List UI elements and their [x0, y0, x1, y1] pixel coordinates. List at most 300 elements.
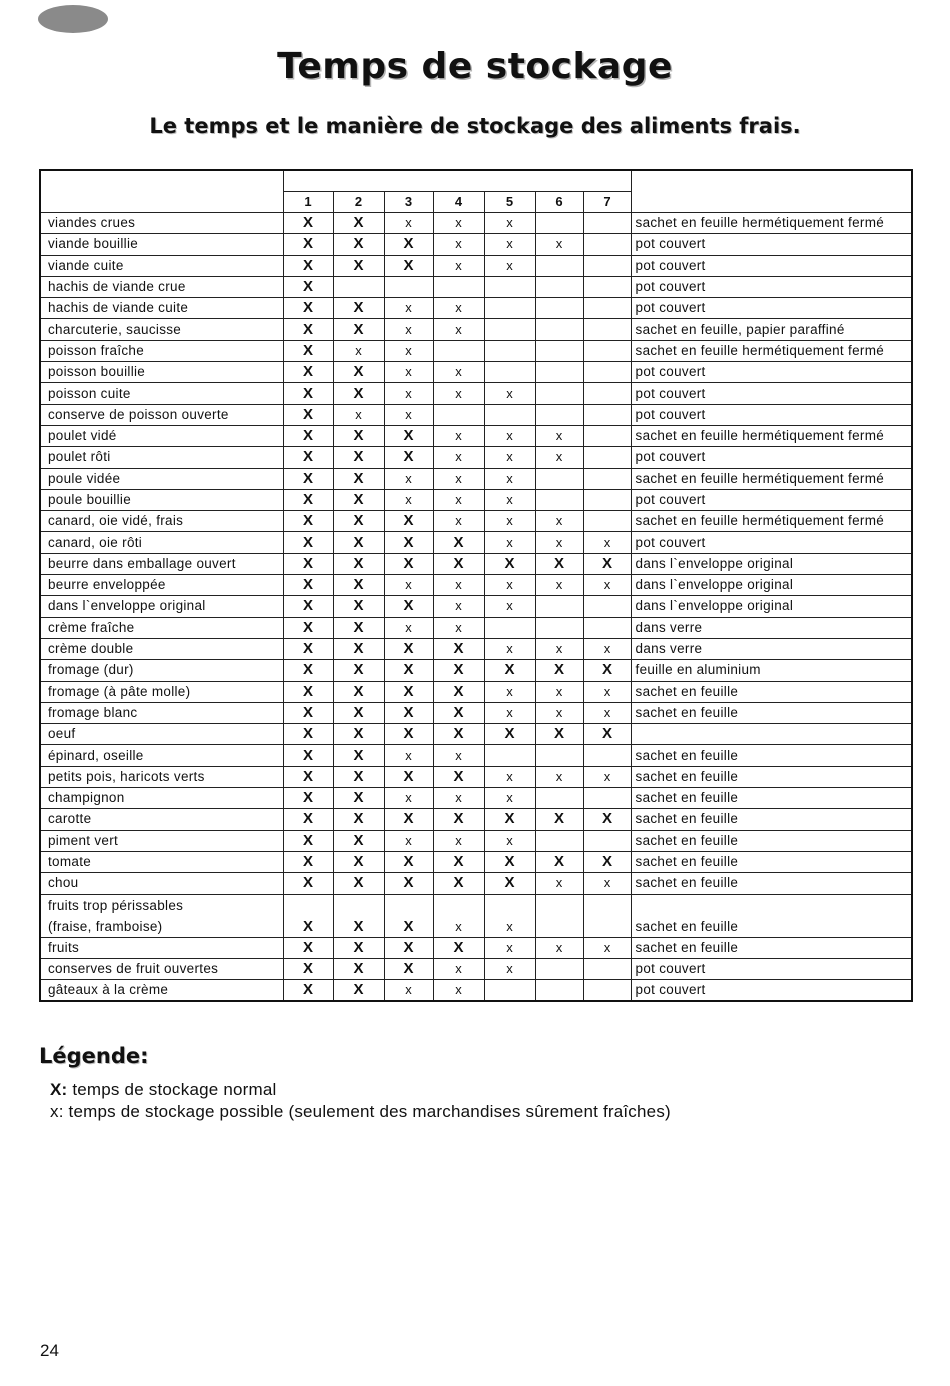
storage-mark: x	[506, 492, 513, 507]
table-row	[40, 425, 912, 446]
storage-mark: x	[555, 704, 563, 720]
mark-cell-col-6	[535, 489, 583, 510]
storage-mark: x	[455, 470, 462, 486]
mark-cell-col-2	[333, 617, 384, 638]
storage-mark: x	[405, 342, 412, 358]
mark-cell-col-3	[384, 532, 433, 553]
mark-cell-col-1	[283, 362, 333, 383]
storage-mark: x	[455, 918, 462, 934]
food-cell: poule bouillie	[40, 489, 283, 510]
column-header-7: 7	[583, 192, 631, 213]
storage-mark: X	[403, 427, 414, 445]
storage-mark: X	[302, 214, 313, 232]
storage-mark: X	[403, 917, 414, 935]
mark-cell-col-1	[283, 468, 333, 489]
storage-mark: x	[555, 236, 563, 252]
storage-mark: x	[555, 577, 563, 593]
mark-cell-col-3	[384, 830, 433, 851]
storage-method-cell: sachet en feuille hermétiquement fermé	[631, 468, 912, 489]
mark-cell-col-5	[484, 873, 535, 894]
storage-mark: X	[602, 853, 613, 871]
mark-cell-col-5	[484, 234, 535, 255]
storage-mark: x	[455, 577, 462, 593]
table-row	[40, 298, 912, 319]
storage-mark: X	[453, 725, 464, 743]
mark-cell-col-4	[433, 638, 484, 659]
storage-table	[39, 169, 913, 1002]
mark-cell-col-6	[535, 745, 583, 766]
storage-mark: x	[506, 832, 513, 848]
storage-mark: X	[302, 618, 313, 636]
storage-mark: x	[405, 215, 412, 231]
food-cell: conserves de fruit ouvertes	[40, 958, 283, 979]
mark-cell-col-1	[283, 596, 333, 617]
storage-mark: X	[302, 363, 313, 381]
storage-mark: X	[403, 448, 414, 466]
mark-cell-col-5	[484, 553, 535, 574]
storage-method-cell: sachet en feuille	[631, 681, 912, 702]
mark-cell-col-3	[384, 468, 433, 489]
food-cell: fruits	[40, 937, 283, 958]
mark-cell-col-3	[384, 298, 433, 319]
food-cell: poisson bouillie	[40, 362, 283, 383]
mark-cell-col-1	[283, 553, 333, 574]
mark-cell-col-2	[333, 276, 384, 297]
mark-cell-col-7	[583, 894, 631, 937]
table-row	[40, 894, 912, 937]
storage-method-cell: sachet en feuille hermétiquement fermé	[631, 213, 912, 234]
table-row	[40, 702, 912, 723]
storage-mark: X	[302, 576, 313, 594]
mark-cell-col-1	[283, 383, 333, 404]
mark-cell-col-4	[433, 596, 484, 617]
column-header-1: 1	[283, 192, 333, 213]
food-cell: fromage blanc	[40, 702, 283, 723]
mark-cell-col-4	[433, 660, 484, 681]
mark-cell-col-2	[333, 553, 384, 574]
mark-cell-col-2	[333, 383, 384, 404]
mark-cell-col-7	[583, 681, 631, 702]
column-header-5: 5	[484, 192, 535, 213]
header-method-cell	[631, 170, 912, 213]
mark-cell-col-7	[583, 468, 631, 489]
storage-mark: x	[506, 918, 513, 934]
storage-mark: X	[353, 789, 364, 807]
storage-mark: x	[555, 428, 563, 444]
mark-cell-col-7	[583, 447, 631, 468]
table-row	[40, 660, 912, 681]
mark-cell-col-3	[384, 383, 433, 404]
storage-mark: X	[353, 682, 364, 700]
mark-cell-col-6	[535, 383, 583, 404]
mark-cell-col-4	[433, 447, 484, 468]
mark-cell-col-5	[484, 213, 535, 234]
storage-mark: X	[302, 278, 313, 296]
food-cell: épinard, oseille	[40, 745, 283, 766]
table-row	[40, 575, 912, 596]
storage-mark: X	[504, 810, 515, 828]
storage-mark: X	[353, 981, 364, 999]
food-cell: canard, oie rôti	[40, 532, 283, 553]
storage-mark: X	[302, 661, 313, 679]
storage-method-cell: sachet en feuille	[631, 873, 912, 894]
storage-method-cell: sachet en feuille hermétiquement fermé	[631, 340, 912, 361]
storage-mark: X	[602, 661, 613, 679]
mark-cell-col-5	[484, 298, 535, 319]
legend-normal-symbol: X:	[50, 1080, 68, 1099]
storage-mark: x	[405, 406, 412, 422]
storage-mark: X	[403, 959, 414, 977]
storage-method-cell: dans l`enveloppe original	[631, 575, 912, 596]
mark-cell-col-5	[484, 362, 535, 383]
storage-mark: X	[453, 853, 464, 871]
mark-cell-col-1	[283, 894, 333, 937]
storage-mark: x	[506, 641, 513, 657]
mark-cell-col-7	[583, 660, 631, 681]
mark-cell-col-2	[333, 489, 384, 510]
mark-cell-col-1	[283, 340, 333, 361]
mark-cell-col-7	[583, 340, 631, 361]
mark-cell-col-4	[433, 788, 484, 809]
mark-cell-col-7	[583, 745, 631, 766]
storage-mark: X	[353, 874, 364, 892]
mark-cell-col-7	[583, 788, 631, 809]
storage-mark: X	[353, 767, 364, 785]
mark-cell-col-7	[583, 766, 631, 787]
mark-cell-col-7	[583, 958, 631, 979]
storage-method-cell: dans verre	[631, 617, 912, 638]
food-cell: poulet vidé	[40, 425, 283, 446]
storage-method-cell: dans verre	[631, 638, 912, 659]
mark-cell-col-6	[535, 958, 583, 979]
mark-cell-col-5	[484, 745, 535, 766]
table-row	[40, 319, 912, 340]
mark-cell-col-3	[384, 575, 433, 596]
storage-mark: X	[302, 917, 313, 935]
mark-cell-col-2	[333, 980, 384, 1002]
table-row	[40, 937, 912, 958]
table-row	[40, 958, 912, 979]
mark-cell-col-2	[333, 958, 384, 979]
storage-mark: x	[603, 641, 611, 657]
storage-mark: x	[455, 236, 462, 252]
storage-mark: x	[555, 449, 563, 465]
storage-mark: X	[302, 405, 313, 423]
storage-mark: X	[302, 235, 313, 253]
storage-mark: X	[403, 554, 414, 572]
mark-cell-col-1	[283, 511, 333, 532]
mark-cell-col-2	[333, 788, 384, 809]
mark-cell-col-5	[484, 937, 535, 958]
food-cell: fromage (à pâte molle)	[40, 681, 283, 702]
storage-mark: x	[455, 960, 462, 976]
storage-mark: x	[455, 492, 462, 507]
mark-cell-col-5	[484, 383, 535, 404]
storage-method-cell: dans l`enveloppe original	[631, 553, 912, 574]
storage-mark: X	[302, 256, 313, 274]
storage-mark: X	[453, 661, 464, 679]
mark-cell-col-3	[384, 234, 433, 255]
storage-mark: x	[405, 982, 412, 998]
mark-cell-col-6	[535, 809, 583, 830]
storage-mark: X	[403, 703, 414, 721]
food-cell: poulet rôti	[40, 447, 283, 468]
storage-mark: x	[506, 215, 513, 231]
storage-mark: x	[455, 257, 462, 273]
mark-cell-col-2	[333, 937, 384, 958]
storage-mark: X	[302, 299, 313, 317]
mark-cell-col-4	[433, 894, 484, 937]
storage-mark: X	[302, 384, 313, 402]
storage-mark: X	[353, 597, 364, 615]
mark-cell-col-7	[583, 255, 631, 276]
storage-method-cell: sachet en feuille	[631, 766, 912, 787]
mark-cell-col-1	[283, 873, 333, 894]
mark-cell-col-7	[583, 830, 631, 851]
mark-cell-col-6	[535, 851, 583, 872]
storage-mark: x	[405, 492, 412, 507]
mark-cell-col-5	[484, 255, 535, 276]
mark-cell-col-1	[283, 851, 333, 872]
storage-mark: X	[353, 810, 364, 828]
mark-cell-col-7	[583, 873, 631, 894]
column-header-2: 2	[333, 192, 384, 213]
storage-mark: X	[353, 661, 364, 679]
storage-mark: X	[403, 256, 414, 274]
mark-cell-col-7	[583, 298, 631, 319]
storage-mark: x	[603, 768, 611, 784]
storage-mark: x	[506, 449, 513, 465]
table-row	[40, 851, 912, 872]
storage-mark: x	[455, 364, 462, 380]
mark-cell-col-2	[333, 362, 384, 383]
storage-mark: X	[553, 725, 564, 743]
mark-cell-col-2	[333, 873, 384, 894]
mark-cell-col-7	[583, 809, 631, 830]
mark-cell-col-7	[583, 851, 631, 872]
mark-cell-col-5	[484, 681, 535, 702]
mark-cell-col-5	[484, 617, 535, 638]
storage-mark: X	[453, 767, 464, 785]
table-row	[40, 532, 912, 553]
storage-mark: x	[455, 385, 462, 401]
storage-mark: X	[403, 874, 414, 892]
mark-cell-col-2	[333, 660, 384, 681]
storage-mark: x	[555, 939, 563, 955]
mark-cell-col-7	[583, 383, 631, 404]
table-row	[40, 489, 912, 510]
storage-mark: x	[405, 619, 412, 635]
storage-mark: x	[405, 364, 412, 380]
storage-mark: x	[455, 513, 462, 529]
food-cell: canard, oie vidé, frais	[40, 511, 283, 532]
storage-mark: X	[403, 597, 414, 615]
mark-cell-col-4	[433, 809, 484, 830]
mark-cell-col-3	[384, 404, 433, 425]
mark-cell-col-5	[484, 511, 535, 532]
food-cell: poule vidée	[40, 468, 283, 489]
storage-mark: x	[405, 300, 412, 316]
table-row	[40, 830, 912, 851]
mark-cell-col-7	[583, 596, 631, 617]
mark-cell-col-1	[283, 276, 333, 297]
mark-cell-col-2	[333, 830, 384, 851]
mark-cell-col-6	[535, 298, 583, 319]
mark-cell-col-6	[535, 447, 583, 468]
storage-mark: X	[353, 427, 364, 445]
storage-mark: X	[353, 235, 364, 253]
food-cell: hachis de viande cuite	[40, 298, 283, 319]
mark-cell-col-6	[535, 362, 583, 383]
storage-method-cell: dans l`enveloppe original	[631, 596, 912, 617]
mark-cell-col-4	[433, 340, 484, 361]
storage-mark: x	[555, 534, 563, 550]
mark-cell-col-2	[333, 213, 384, 234]
table-row	[40, 340, 912, 361]
storage-mark: x	[506, 385, 513, 401]
table-row	[40, 638, 912, 659]
mark-cell-col-3	[384, 660, 433, 681]
table-row	[40, 276, 912, 297]
storage-method-cell: sachet en feuille	[631, 745, 912, 766]
legend-normal-text: temps de stockage normal	[67, 1080, 277, 1099]
storage-mark: X	[302, 512, 313, 530]
mark-cell-col-7	[583, 724, 631, 745]
mark-cell-col-1	[283, 766, 333, 787]
mark-cell-col-7	[583, 425, 631, 446]
storage-mark: X	[403, 533, 414, 551]
mark-cell-col-1	[283, 937, 333, 958]
mark-cell-col-6	[535, 980, 583, 1002]
storage-mark: X	[353, 959, 364, 977]
legend-possible-symbol: x:	[50, 1102, 64, 1121]
storage-mark: x	[455, 321, 462, 337]
food-cell: tomate	[40, 851, 283, 872]
mark-cell-col-1	[283, 745, 333, 766]
storage-mark: X	[353, 576, 364, 594]
storage-method-cell: sachet en feuille	[631, 894, 912, 937]
mark-cell-col-7	[583, 362, 631, 383]
mark-cell-col-7	[583, 617, 631, 638]
table-row	[40, 809, 912, 830]
legend-normal-line	[50, 1080, 277, 1100]
storage-mark: X	[353, 491, 364, 508]
mark-cell-col-5	[484, 894, 535, 937]
column-header-4: 4	[433, 192, 484, 213]
mark-cell-col-6	[535, 234, 583, 255]
mark-cell-col-2	[333, 425, 384, 446]
mark-cell-col-5	[484, 468, 535, 489]
storage-mark: X	[302, 938, 313, 956]
food-cell: poisson fraîche	[40, 340, 283, 361]
table-row	[40, 234, 912, 255]
storage-method-cell: feuille en aluminium	[631, 660, 912, 681]
storage-mark: X	[453, 682, 464, 700]
mark-cell-col-5	[484, 489, 535, 510]
mark-cell-col-7	[583, 489, 631, 510]
table-row	[40, 362, 912, 383]
storage-mark: x	[603, 577, 611, 593]
mark-cell-col-2	[333, 809, 384, 830]
mark-cell-col-3	[384, 617, 433, 638]
mark-cell-col-3	[384, 255, 433, 276]
mark-cell-col-4	[433, 851, 484, 872]
storage-method-cell: pot couvert	[631, 532, 912, 553]
mark-cell-col-5	[484, 830, 535, 851]
storage-mark: x	[405, 832, 412, 848]
mark-cell-col-4	[433, 234, 484, 255]
mark-cell-col-3	[384, 937, 433, 958]
storage-method-cell: sachet en feuille	[631, 937, 912, 958]
mark-cell-col-4	[433, 213, 484, 234]
storage-mark: x	[455, 982, 462, 998]
mark-cell-col-2	[333, 894, 384, 937]
storage-mark: X	[302, 703, 313, 721]
storage-mark: X	[403, 725, 414, 743]
storage-mark: X	[353, 448, 364, 466]
storage-mark: X	[353, 938, 364, 956]
mark-cell-col-5	[484, 425, 535, 446]
mark-cell-col-6	[535, 724, 583, 745]
mark-cell-col-6	[535, 404, 583, 425]
storage-mark: x	[555, 875, 563, 891]
storage-mark: X	[302, 533, 313, 551]
mark-cell-col-1	[283, 532, 333, 553]
header-food-cell	[40, 170, 283, 213]
table-row	[40, 724, 912, 745]
storage-mark: X	[353, 363, 364, 381]
food-label: fruits trop périssables	[48, 897, 184, 913]
mark-cell-col-4	[433, 425, 484, 446]
mark-cell-col-7	[583, 234, 631, 255]
mark-cell-col-6	[535, 276, 583, 297]
mark-cell-col-3	[384, 851, 433, 872]
storage-mark: x	[405, 790, 412, 806]
storage-mark: X	[453, 874, 464, 892]
mark-cell-col-3	[384, 425, 433, 446]
storage-mark: x	[555, 641, 563, 657]
mark-cell-col-1	[283, 809, 333, 830]
mark-cell-col-6	[535, 894, 583, 937]
mark-cell-col-7	[583, 702, 631, 723]
mark-cell-col-6	[535, 575, 583, 596]
food-cell: viande bouillie	[40, 234, 283, 255]
mark-cell-col-1	[283, 980, 333, 1002]
food-cell: poisson cuite	[40, 383, 283, 404]
storage-method-cell: sachet en feuille	[631, 702, 912, 723]
mark-cell-col-3	[384, 980, 433, 1002]
storage-method-cell: pot couvert	[631, 489, 912, 510]
mark-cell-col-5	[484, 702, 535, 723]
storage-mark: X	[353, 299, 364, 317]
legend-possible-text: temps de stockage possible (seulement des marchandises sûrement fraîches)	[63, 1102, 671, 1121]
mark-cell-col-5	[484, 532, 535, 553]
storage-mark: X	[553, 810, 564, 828]
table-row	[40, 553, 912, 574]
storage-mark: X	[353, 618, 364, 636]
storage-mark: X	[302, 810, 313, 828]
header-temp-group-cell	[283, 170, 631, 192]
mark-cell-col-1	[283, 660, 333, 681]
mark-cell-col-4	[433, 745, 484, 766]
mark-cell-col-5	[484, 809, 535, 830]
storage-mark: X	[302, 640, 313, 658]
storage-method-cell: sachet en feuille	[631, 830, 912, 851]
table-row	[40, 404, 912, 425]
mark-cell-col-6	[535, 873, 583, 894]
storage-mark: x	[603, 704, 611, 720]
storage-mark: X	[353, 214, 364, 232]
